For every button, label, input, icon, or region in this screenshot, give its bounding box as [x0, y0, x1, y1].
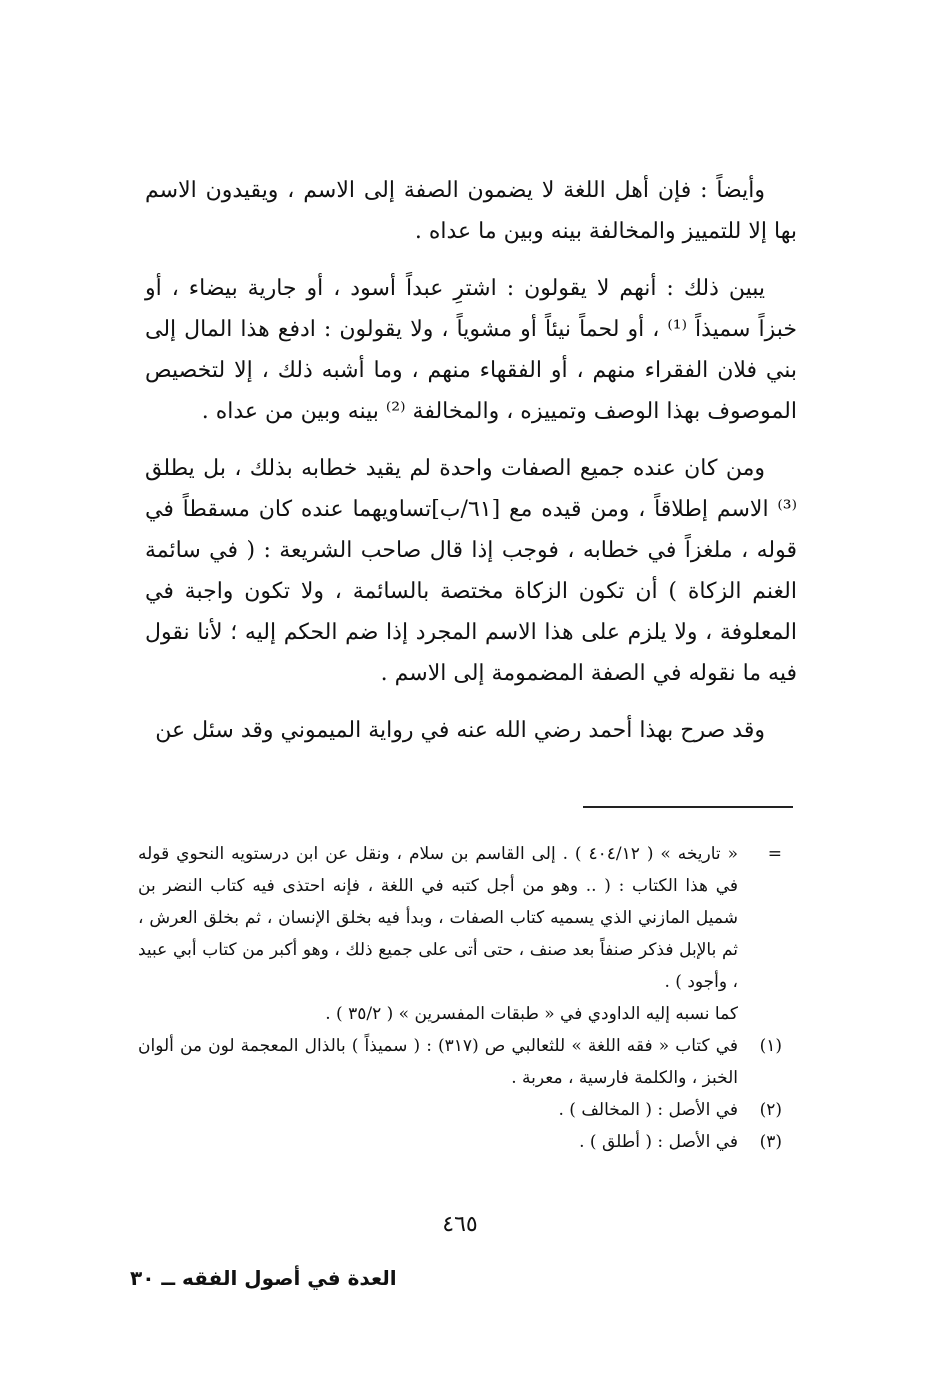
footnote-mark: (١) [759, 1036, 782, 1056]
footnote-continued [138, 838, 788, 1030]
footnote-mark: (٢) [759, 1100, 782, 1120]
main-text-block [145, 170, 797, 751]
footnote-mark: = [767, 844, 782, 864]
paragraph: ومن كان عنده جميع الصفات واحدة لم يقيد خطابه بذلك ، بل يطلق ⁽³⁾ الاسم إطلاقاً ، ومن قيده مع [٦١/ب]تساويهما عنده كان مسقطاً في قوله ، ملغزاً في خطابه ، فوجب إذا قال صاحب الشريعة : ( في سائمة الغنم الزكاة ) أن تكون الزكاة مختصة بالسائمة ، ولا تكون واجبة في المعلوفة ، ولا يلزم على هذا الاسم المجرد إذا ضم الحكم إليه ؛ لأنا نقول فيه ما نقوله في الصفة المضمومة إلى الاسم . [145, 456, 797, 686]
paragraph: وأيضاً : فإن أهل اللغة لا يضمون الصفة إلى الاسم ، ويقيدون الاسم بها إلا للتمييز والمخالفة بينه وبين ما عداه . [145, 178, 797, 244]
footnote-separator [583, 806, 793, 808]
footnote-text: في الأصل : ( أطلق ) . [579, 1132, 738, 1152]
book-signature: العدة في أصول الفقه ــ ٣٠ [130, 1266, 397, 1290]
footnote-mark: (٣) [759, 1132, 782, 1152]
footnote-text: في كتاب « فقه اللغة » للثعالبي ص (٣١٧) : ( سميذاً ) بالذال المعجمة لون من ألوان الخبز ، والكلمة فارسية ، معربة . [138, 1036, 738, 1088]
footnote-2 [138, 1094, 788, 1126]
footnote-text: « تاريخه » ( ٤٠٤/١٢ ) . إلى القاسم بن سلام ، ونقل عن ابن درستويه النحوي قوله في هذا الكتاب : ( .. وهو من أجل كتبه في اللغة ، فإنه احتذى فيه كتاب النضر بن شميل المازني الذي يسميه كتاب الصفات ، وبدأ فيه بخلق الإنسان ، ثم بخلق العرش ، ثم بالإبل فذكر صنفاً بعد صنف ، حتى أتى على جميع ذلك ، وهو أكبر من كتاب أبي عبيد ، وأجود ) . [138, 844, 738, 992]
footnote-text: كما نسبه إليه الداودي في « طبقات المفسرين » ( ٣٥/٢ ) . [325, 1004, 738, 1024]
page-number: ٤٦٥ [442, 1212, 478, 1237]
footnote-text: في الأصل : ( المخالف ) . [558, 1100, 738, 1120]
paragraph: وقد صرح بهذا أحمد رضي الله عنه في رواية الميموني وقد سئل عن [155, 718, 765, 743]
paragraph: يبين ذلك : أنهم لا يقولون : اشترِ عبداً أسود ، أو جارية بيضاء ، أو خبزاً سميذاً ⁽¹⁾ ، أو لحماً نيئاً أو مشوياً ، ولا يقولون : ادفع هذا المال إلى بني فلان الفقراء منهم ، أو الفقهاء منهم ، وما أشبه ذلك ، إلا لتخصيص الموصوف بهذا الوصف وتمييزه ، والمخالفة ⁽²⁾ بينه وبين من عداه . [145, 276, 797, 424]
footnotes-block [138, 838, 788, 1158]
footnote-3 [138, 1126, 788, 1158]
footnote-1 [138, 1030, 788, 1094]
